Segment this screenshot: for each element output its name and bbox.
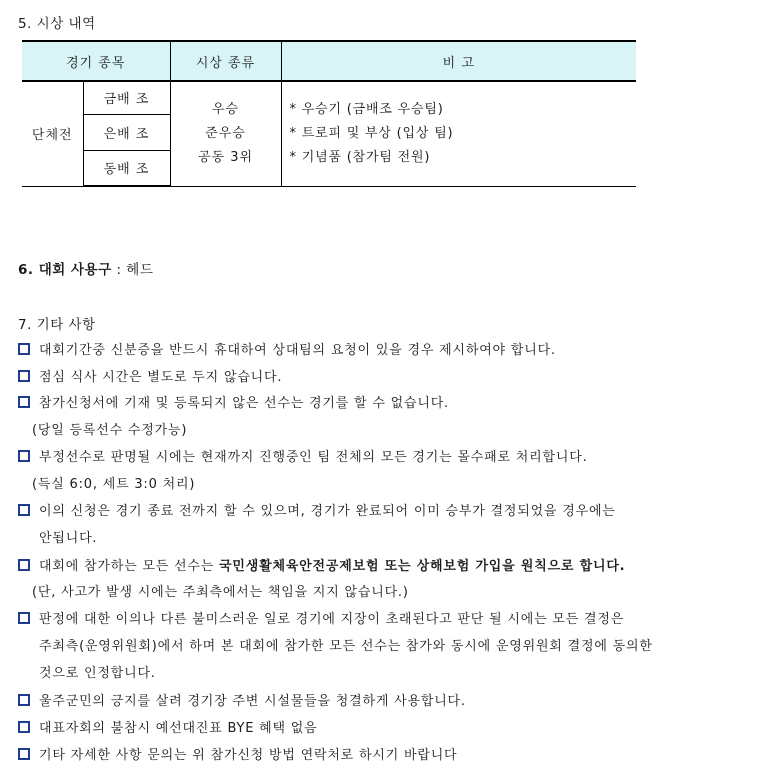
checkbox-bullet-icon — [18, 450, 30, 462]
header-event: 경기 종목 — [22, 41, 170, 81]
checkbox-bullet-icon — [18, 559, 30, 571]
list-item-text: 대회기간중 신분증을 반드시 휴대하여 상대팀의 요청이 있을 경우 제시하여야 합니다. — [39, 343, 556, 358]
list-item-text: 판정에 대한 이의나 다른 불미스러운 일로 경기에 지장이 초래된다고 판단 될 시에는 모든 결정은 — [39, 612, 625, 627]
list-item — [18, 339, 556, 358]
list-item-text: 참가신청서에 기재 및 등록되지 않은 선수는 경기를 할 수 없습니다. — [39, 396, 449, 411]
award-runner-up: 준우승 — [205, 125, 246, 141]
list-item — [18, 555, 625, 574]
award-types — [170, 81, 281, 186]
list-item — [18, 608, 624, 627]
checkbox-bullet-icon — [18, 370, 30, 382]
list-item-text: 대표자회의 불참시 예선대진표 BYE 혜택 없음 — [39, 721, 318, 736]
list-continuation: 주최측(운영위원회)에서 하며 본 대회에 참가한 모든 선수는 참가와 동시에 운영위원회 결정에 동의한 — [39, 639, 653, 654]
list-item-text: 부정선수로 판명될 시에는 현재까지 진행중인 팀 전체의 모든 경기는 몰수패로 처리합니다. — [39, 450, 588, 465]
list-item — [18, 366, 282, 385]
checkbox-bullet-icon — [18, 612, 30, 624]
header-remarks: 비 고 — [281, 41, 636, 81]
checkbox-bullet-icon — [18, 504, 30, 516]
section-6 — [18, 258, 153, 278]
section-7-title: 7. 기타 사항 — [18, 317, 96, 333]
section-6-value: : 헤드 — [116, 262, 154, 278]
list-item-text: 점심 식사 시간은 별도로 두지 않습니다. — [39, 370, 283, 385]
checkbox-bullet-icon — [18, 343, 30, 355]
list-item — [18, 446, 588, 465]
list-item-text: 이의 신청은 경기 종료 전까지 할 수 있으며, 경기가 완료되어 이미 승부가 결정되었을 경우에는 — [39, 504, 616, 519]
header-award-type: 시상 종류 — [170, 41, 281, 81]
remarks-cell — [281, 81, 636, 186]
list-item-bold-text: 국민생활체육안전공제보험 또는 상해보험 가입을 원칙으로 합니다. — [219, 559, 626, 574]
list-item — [18, 717, 318, 736]
section-6-label: 6. 대회 사용구 — [18, 262, 112, 278]
list-note: (당일 등록선수 수정가능) — [32, 423, 188, 438]
checkbox-bullet-icon — [18, 748, 30, 760]
list-note: (단, 사고가 발생 시에는 주최측에서는 책임을 지지 않습니다.) — [32, 585, 409, 600]
list-item — [18, 744, 457, 763]
category-team: 단체전 — [22, 81, 83, 186]
list-item-text: 기타 자세한 사항 문의는 위 참가신청 방법 연락처로 하시기 바랍니다 — [39, 748, 458, 763]
award-third: 공동 3위 — [197, 149, 254, 165]
list-item-text: 울주군민의 긍지를 살려 경기장 주변 시설물들을 청결하게 사용합니다. — [39, 694, 466, 709]
list-item — [18, 392, 449, 411]
division-silver: 은배 조 — [83, 114, 170, 150]
list-continuation: 안됩니다. — [39, 531, 98, 546]
list-item — [18, 690, 466, 709]
remark-3: * 기념품 (참가팀 전원) — [289, 149, 431, 165]
remark-2: * 트로피 및 부상 (입상 팀) — [289, 125, 454, 141]
remark-1: * 우승기 (금배조 우승팀) — [289, 101, 444, 117]
list-note: (득실 6:0, 세트 3:0 처리) — [32, 477, 196, 492]
checkbox-bullet-icon — [18, 721, 30, 733]
list-continuation: 것으로 인정합니다. — [39, 666, 156, 681]
checkbox-bullet-icon — [18, 396, 30, 408]
division-gold: 금배 조 — [83, 81, 170, 114]
checkbox-bullet-icon — [18, 694, 30, 706]
award-winner: 우승 — [211, 101, 240, 117]
list-item-text: 대회에 참가하는 모든 선수는 — [39, 559, 220, 574]
section-5-title: 5. 시상 내역 — [18, 16, 96, 32]
award-table — [22, 40, 636, 187]
division-bronze: 동배 조 — [83, 150, 170, 186]
list-item — [18, 500, 616, 519]
